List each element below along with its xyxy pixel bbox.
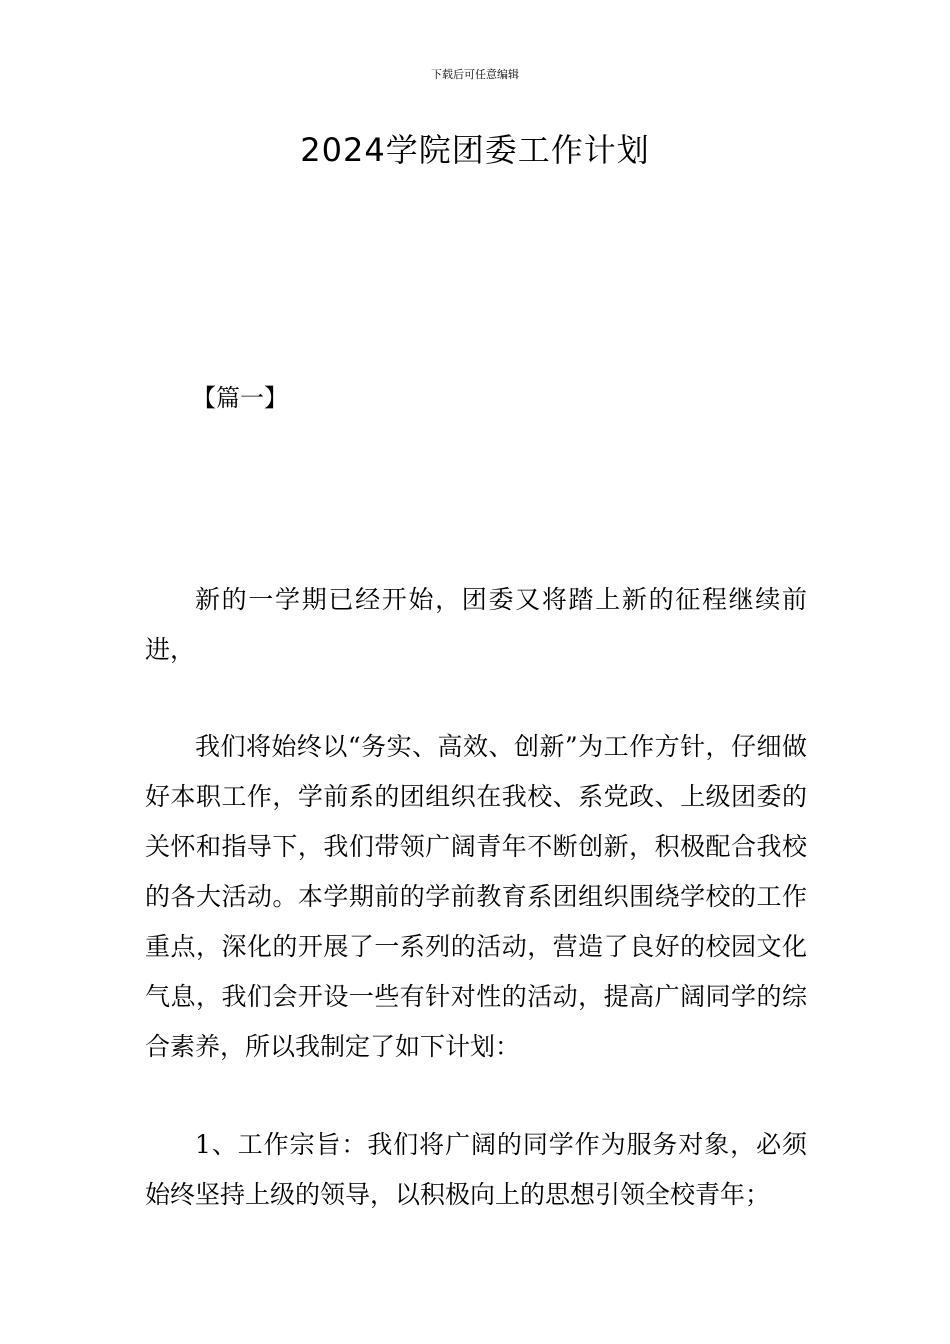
document-title: 2024学院团委工作计划 xyxy=(300,131,650,169)
header-note: 下载后可任意编辑 xyxy=(431,68,519,81)
paragraph-intro: 新的一学期已经开始，团委又将踏上新的征程继续前进， xyxy=(145,585,807,664)
section-label: 【篇一】 xyxy=(192,384,288,412)
paragraph-policy: 我们将始终以“务实、高效、创新”为工作方针，仔细做好本职工作，学前系的团组织在我校、系党政、上级团委的关怀和指导下，我们带领广阔青年不断创新，积极配合我校的各大活动。本学期前的学前教育系团组织围绕学校的工作重点，深化的开展了一系列的活动，营造了良好的校园文化气息，我们会开设一些有针对性的活动，提高广阔同学的综合素养，所以我制定了如下计划： xyxy=(145,732,807,1061)
paragraph-purpose: 1、工作宗旨：我们将广阔的同学作为服务对象，必须始终坚持上级的领导，以积极向上的思想引领全校青年； xyxy=(145,1130,807,1209)
